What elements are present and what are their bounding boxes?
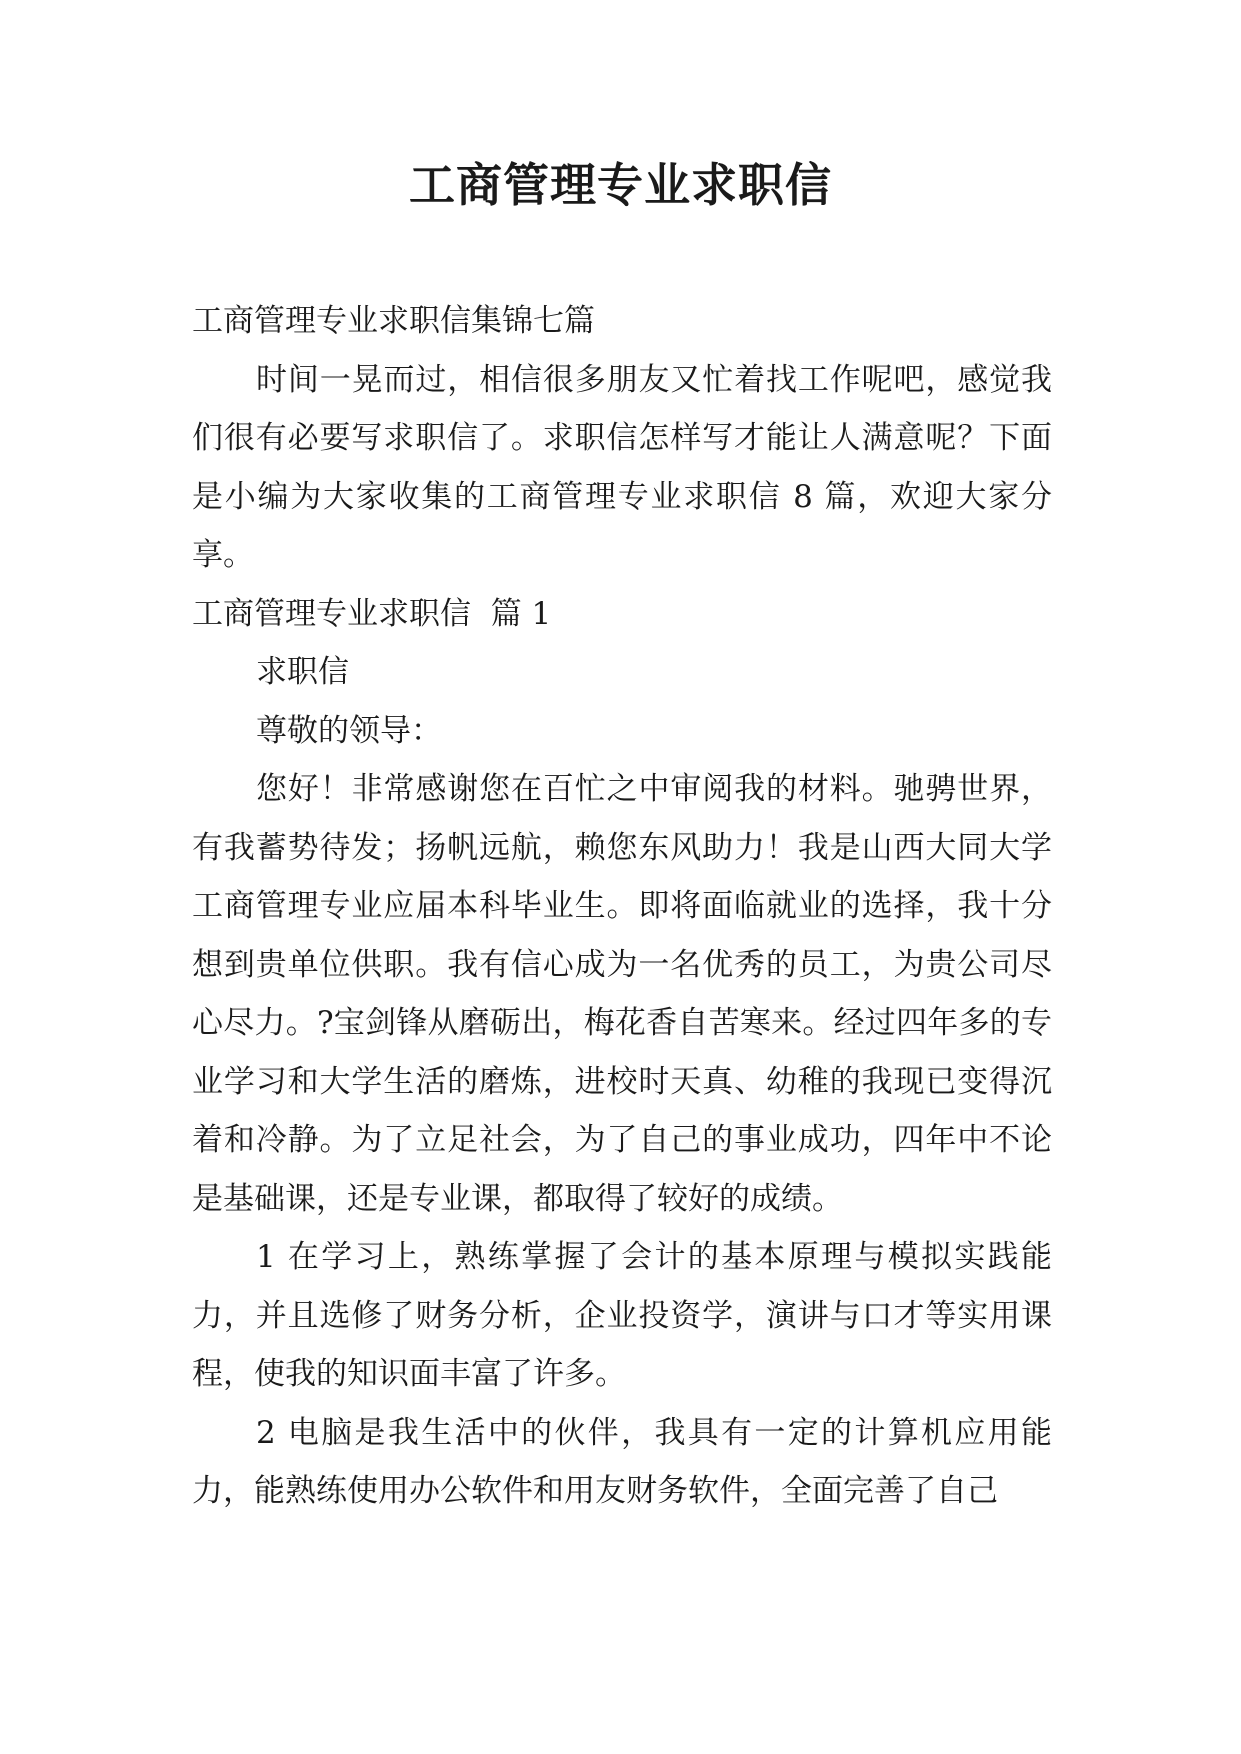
document-body — [192, 292, 1052, 1521]
document-title: 工商管理专业求职信 — [409, 158, 832, 212]
paragraph-body-1: 您好！非常感谢您在百忙之中审阅我的材料。驰骋世界，有我蓄势待发；扬帆远航，赖您东风助力！我是山西大同大学工商管理专业应届本科毕业生。即将面临就业的选择，我十分想到贵单位供职。我有信心成为一名优秀的员工，为贵公司尽心尽力。?宝剑锋从磨砺出，梅花香自苦寒来。经过四年多的专业学习和大学生活的磨炼，进校时天真、幼稚的我现已变得沉着和冷静。为了立足社会，为了自己的事业成功，四年中不论是基础课，还是专业课，都取得了较好的成绩。 — [192, 771, 1052, 1217]
paragraph-intro: 时间一晃而过，相信很多朋友又忙着找工作呢吧，感觉我们很有必要写求职信了。求职信怎样写才能让人满意呢？下面是小编为大家收集的工商管理专业求职信 8 篇，欢迎大家分享。 — [192, 361, 1052, 573]
paragraph-body-3: 2 电脑是我生活中的伙伴，我具有一定的计算机应用能力，能熟练使用办公软件和用友财务软件，全面完善了自己 — [192, 1414, 1052, 1509]
paragraph-salutation: 尊敬的领导： — [256, 712, 442, 749]
paragraph-section-heading: 工商管理专业求职信 篇 1 — [192, 595, 552, 632]
paragraph-body-2: 1 在学习上，熟练掌握了会计的基本原理与模拟实践能力，并且选修了财务分析，企业投资学，演讲与口才等实用课程，使我的知识面丰富了许多。 — [192, 1239, 1052, 1392]
paragraph-letter-heading: 求职信 — [256, 654, 349, 690]
paragraph-subtitle: 工商管理专业求职信集锦七篇 — [192, 303, 595, 339]
